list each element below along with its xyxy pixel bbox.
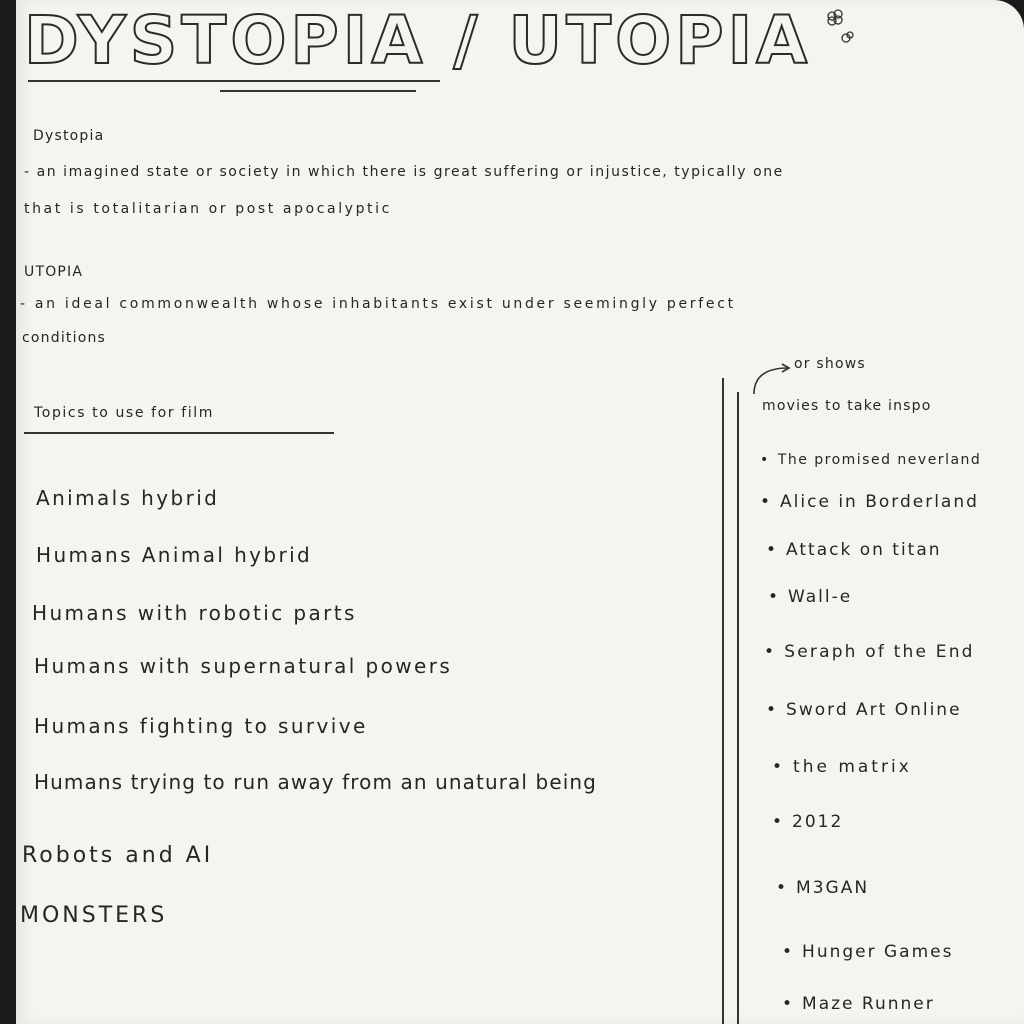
topic-item: Humans with robotic parts	[32, 601, 357, 625]
dystopia-definition-line-2: that is totalitarian or post apocalyptic	[24, 201, 392, 217]
title-underline	[28, 80, 440, 82]
topic-item: Humans Animal hybrid	[36, 543, 313, 567]
dystopia-definition-line-1: - an imagined state or society in which there is great suffering or injustice, typically one	[24, 164, 784, 180]
movie-item: • Hunger Games	[782, 942, 953, 962]
notebook-page	[16, 0, 1024, 1024]
dystopia-heading: Dystopia	[33, 128, 105, 144]
utopia-heading: UTOPIA	[24, 264, 84, 280]
topic-item: Robots and AI	[22, 843, 214, 868]
topic-item: Animals hybrid	[36, 486, 220, 510]
movie-item: • Attack on titan	[766, 540, 942, 560]
movie-item: • Seraph of the End	[764, 642, 975, 662]
utopia-definition-line-2: conditions	[22, 330, 107, 346]
topic-item: MONSTERS	[20, 903, 168, 928]
movie-item: • Alice in Borderland	[760, 492, 979, 512]
topics-heading-underline	[24, 432, 334, 434]
topic-item: Humans fighting to survive	[34, 714, 368, 738]
column-divider-right	[737, 392, 739, 1024]
utopia-definition-line-1: - an ideal commonwealth whose inhabitants exist under seemingly perfect	[20, 296, 736, 312]
movie-item: • Maze Runner	[782, 994, 935, 1014]
flower-doodle-icon	[820, 6, 856, 46]
movie-item: • 2012	[772, 812, 843, 832]
curved-arrow-icon	[748, 360, 794, 396]
topic-item: Humans trying to run away from an unatural being	[34, 770, 597, 794]
movie-item: • Wall-e	[768, 587, 852, 607]
movie-item: • Sword Art Online	[766, 700, 962, 720]
topic-item: Humans with supernatural powers	[34, 654, 453, 678]
page-title: DYSTOPIA / UTOPIA	[24, 2, 812, 79]
movie-item: • The promised neverland	[760, 452, 981, 468]
movies-heading: movies to take inspo	[762, 398, 932, 414]
movies-annotation: or shows	[794, 356, 866, 372]
title-underline-2	[220, 90, 416, 92]
movie-item: • the matrix	[772, 757, 912, 777]
movie-item: • M3GAN	[776, 878, 869, 898]
topics-heading: Topics to use for film	[34, 405, 214, 421]
column-divider-left	[722, 378, 724, 1024]
